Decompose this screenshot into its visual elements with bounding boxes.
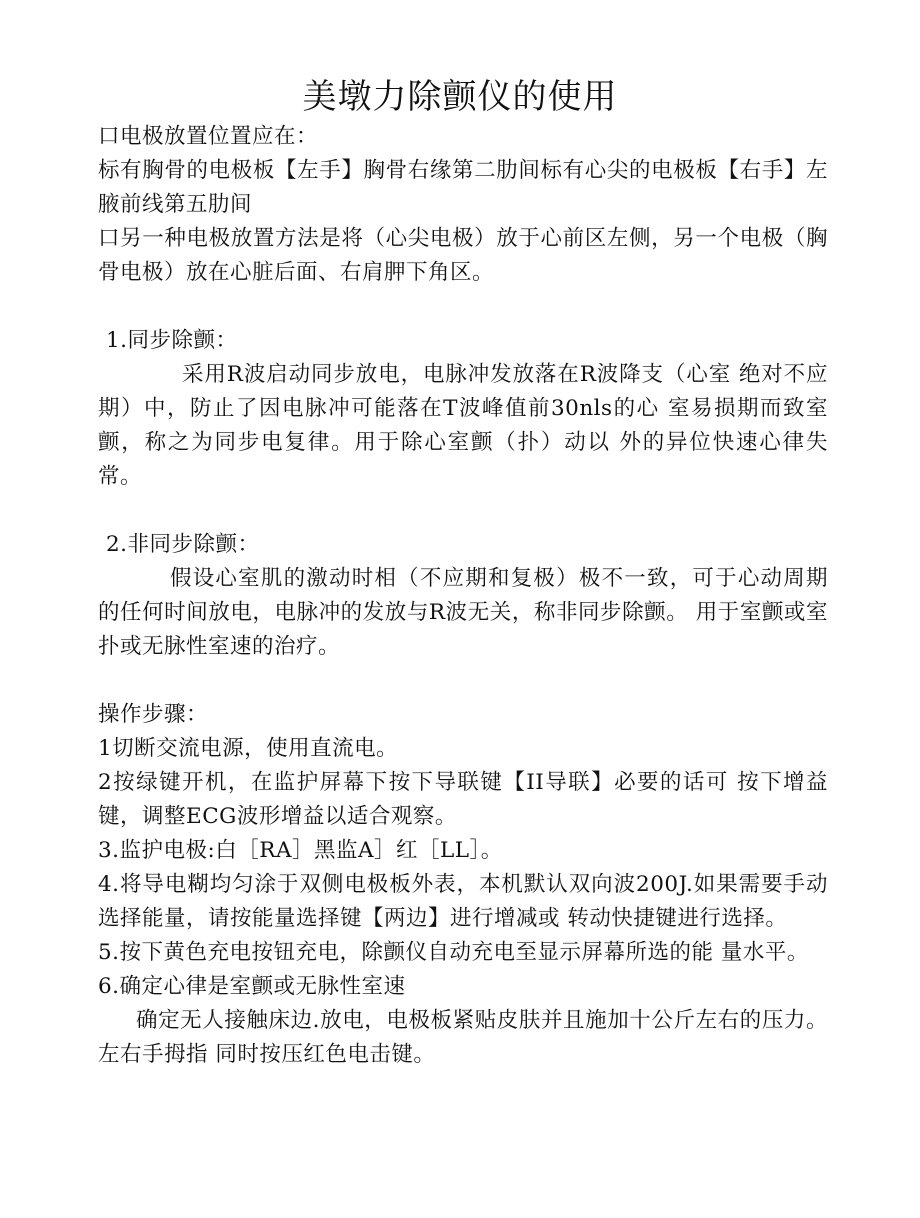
synchronous-defibrillation-heading: 1.同步除颤： bbox=[106, 328, 238, 353]
operation-step-6: 6.确定心律是室颤或无脉性室速 bbox=[98, 974, 406, 999]
asynchronous-defibrillation-text: 假设心室肌的激动时相（不应期和复极）极不一致，可于心动周期的任何时间放电，电脉冲的发放与R波无关，称非同步除颤。 用于室颤或室扑或无脉性室速的治疗。 bbox=[98, 566, 828, 659]
operation-step-5: 5.按下黄色充电按钮充电，除颤仪自动充电至显示屏幕所选的能 量水平。 bbox=[98, 940, 809, 965]
operation-step-2: 2按绿键开机，在监护屏幕下按下导联键【II导联】必要的话可 按下增益键，调整ECG波形增益以适合观察。 bbox=[98, 770, 828, 829]
operation-step-3: 3.监护电极:白［RA］黑监A］红［LL］。 bbox=[98, 838, 503, 863]
synchronous-defibrillation-text: 采用R波启动同步放电，电脉冲发放落在R波降支（心室 绝对不应期）中，防止了因电脉冲可能落在T波峰值前30nls的心 室易损期而致室颤，称之为同步电复律。用于除心室颤（扑）动以 外的异位快速心律失常。 bbox=[98, 362, 828, 489]
operation-step-1: 1切断交流电源，使用直流电。 bbox=[98, 736, 399, 761]
electrode-placement-heading: 口电极放置位置应在： bbox=[98, 124, 319, 149]
electrode-placement-standard: 标有胸骨的电极板【左手】胸骨右缘第二肋间标有心尖的电极板【右手】左腋前线第五肋间 bbox=[98, 158, 828, 217]
paragraph-spacer bbox=[98, 494, 828, 528]
paragraph-spacer bbox=[98, 290, 828, 324]
paragraph-spacer bbox=[98, 664, 828, 698]
operation-step-6-detail: 确定无人接触床边.放电，电极板紧贴皮肤并且施加十公斤左右的压力。左右手拇指 同时按压红色电击键。 bbox=[98, 1008, 828, 1067]
asynchronous-defibrillation-heading: 2.非同步除颤： bbox=[106, 532, 260, 557]
document-title: 美墩力除颤仪的使用 bbox=[302, 77, 618, 117]
operation-step-4: 4.将导电糊均匀涂于双侧电极板外表，本机默认双向波200J.如果需要手动选择能量，请按能量选择键【两边】进行增减或 转动快捷键进行选择。 bbox=[98, 872, 828, 931]
operation-steps-heading: 操作步骤： bbox=[98, 702, 209, 727]
electrode-placement-alternative: 口另一种电极放置方法是将（心尖电极）放于心前区左侧，另一个电极（胸骨电极）放在心脏后面、右肩胛下角区。 bbox=[98, 226, 828, 285]
document-body bbox=[98, 120, 828, 1072]
